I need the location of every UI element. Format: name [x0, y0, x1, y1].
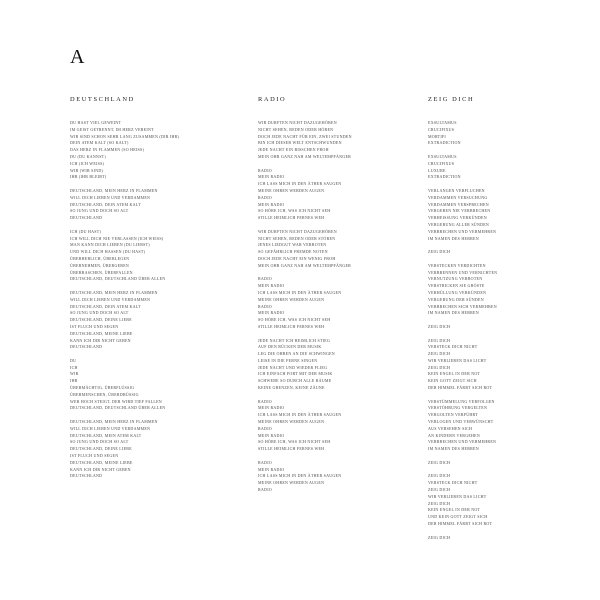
stanza — [428, 263, 568, 317]
lyric-line: LEISE IN DIE FERNE SINGEN — [258, 357, 318, 363]
lyric-line: DEUTSCHLAND — [70, 215, 103, 221]
lyric-line: RADIO — [258, 167, 272, 173]
lyric-line: WILL DICH LIEBEN UND VERDAMMEN — [70, 425, 151, 431]
lyric-line: ZEIG DICH — [428, 500, 451, 506]
lyric-line: RADIO — [258, 398, 272, 404]
lyric-line: WIR SIND SCHON SEHR LANG ZUSAMMEN (DIR IHR) — [70, 133, 180, 139]
lyric-line: MORTIFI — [428, 133, 446, 139]
lyric-line: MEIN RADIO — [258, 432, 285, 438]
stanza — [70, 120, 240, 181]
lyric-line: MEINE OHREN WERDEN AUGEN — [258, 296, 325, 302]
stanza — [258, 168, 408, 222]
lyric-line: VERBRECHEN SICH VERMEHREN — [428, 303, 497, 309]
lyric-line: DER HIMMEL FÄRBT SICH ROT — [428, 521, 493, 527]
stanza — [428, 399, 568, 453]
lyric-line: ZEIG DICH — [428, 351, 451, 357]
stanza — [258, 229, 408, 270]
lyric-line: ZEIG DICH — [428, 459, 451, 465]
lyric-line: WIR — [70, 371, 79, 377]
lyric-line: KEIN ENGEL IN DER NOT — [428, 371, 481, 377]
lyric-line: MEINE OHREN WERDEN AUGEN — [258, 419, 325, 425]
lyric-line: ZEIG DICH — [428, 323, 451, 329]
lyric-line: DU — [70, 357, 77, 363]
lyric-line: ICH EINFACH FORT MIT DER MUSIK — [258, 371, 333, 377]
stanza — [70, 358, 240, 412]
lyric-line: DEUTSCHLAND, DEINE LIEBE — [70, 446, 132, 452]
lyric-line: SO HÖRE ICH, WAS ICH NICHT SEH — [258, 317, 331, 323]
lyric-line: VERHÜLLUNG VERKÜNDEN — [428, 289, 487, 295]
lyric-line: RADIO — [258, 459, 272, 465]
lyric-line: CRUCIFIXUS — [428, 126, 455, 132]
lyric-line: KEIN ENGEL IN DER NOT — [428, 507, 481, 513]
stanza — [70, 229, 240, 283]
lyric-line: ÜBERHEBLICH, ÜBERLEGEN — [70, 255, 130, 261]
lyric-line: WILL DICH LIEBEN UND VERDAMMEN — [70, 296, 151, 302]
lyric-line: DOCH JEDE NACHT EIN WENIG FROH — [258, 255, 336, 261]
lyric-line: VERSTÖHRUNG VERGELTEN — [428, 405, 488, 411]
lyric-line: IST FLUCH UND SEGEN — [70, 453, 119, 459]
lyric-line: VERSTÜMMELUNG VERFOLGEN — [428, 398, 495, 404]
lyric-line: VERSTECK DICH NICHT — [428, 480, 478, 486]
lyric-line: IM NAMEN DES HERREN — [428, 310, 479, 316]
stanza — [258, 399, 408, 453]
lyric-line: DEUTSCHLAND, DEIN ATEM KALT — [70, 201, 141, 207]
lyric-line: DU (DU KANNST) — [70, 153, 106, 159]
lyric-line: SO HÖRE ICH, WAS ICH NICHT SEH — [258, 439, 331, 445]
lyric-line: MEINE OHREN WERDEN AUGEN — [258, 187, 325, 193]
lyric-line: AUS VERSEHEN SICH — [428, 425, 473, 431]
lyrics-zeig-dich — [428, 120, 568, 541]
lyric-line: STILLE HEIMLICH FERNES WEH — [258, 323, 325, 329]
stanza — [428, 120, 568, 147]
stanza — [258, 338, 408, 392]
stanza — [70, 188, 240, 222]
lyric-line: IM NAMEN DES HERREN — [428, 235, 479, 241]
lyric-line: ZEIG DICH — [428, 473, 451, 479]
lyric-line: JEDE NACHT EIN BISSCHEN FROH — [258, 147, 329, 153]
lyric-line: VERGEBUNG ALLER SÜNDEN — [428, 221, 490, 227]
lyric-line: RADIO — [258, 194, 272, 200]
lyric-line: VERDAMMEN VERSPRECHEN — [428, 201, 489, 207]
lyric-line: DEUTSCHLAND, DEINE LIEBE — [70, 317, 132, 323]
lyric-line: DEUTSCHLAND, DEUTSCHLAND ÜBER ALLEN — [70, 276, 166, 282]
lyric-line: AUF DEN RÜCKEN DER MUSIK — [258, 344, 322, 350]
lyric-line: KANN ICH DIR NICHT GEBEN — [70, 466, 131, 472]
lyric-line: ZEIG DICH — [428, 249, 451, 255]
lyric-line: SO JUNG UND DOCH SO ALT — [70, 208, 129, 214]
lyric-line: ICH WILL DICH NIE VERLASSEN (ICH WEISS) — [70, 235, 164, 241]
lyric-line: MEIN OHR GANZ NAH AM WELTEMPFÄNGER — [258, 153, 352, 159]
lyric-line: AN KINDERN VERGEHEN — [428, 432, 481, 438]
stanza — [428, 188, 568, 242]
lyric-line: CRUCIFIXUS — [428, 160, 455, 166]
lyric-line: DEUTSCHLAND — [70, 473, 103, 479]
lyric-line: ZEIG DICH — [428, 534, 451, 540]
lyric-line: JEDE NACHT ICH HEIMLICH STIEG — [258, 337, 331, 343]
lyric-line: VERSTECKEN VERDICHTEN — [428, 262, 486, 268]
lyric-line: JEDE NACHT UND WIEDER FLIEG — [258, 364, 328, 370]
stanza — [428, 249, 568, 256]
lyric-line: ICH (ICH WEISS) — [70, 160, 105, 166]
lyric-line: IM NAMEN DES HERREN — [428, 446, 479, 452]
lyric-line: DEUTSCHLAND, DEIN ATEM KALT — [70, 303, 141, 309]
section-title-radio: RADIO — [258, 96, 287, 103]
lyric-line: ÜBERMENSCHEN, ÜBERDRÜSSIG — [70, 391, 139, 397]
lyric-line: WIR VERLIEREN DAS LICHT — [428, 357, 487, 363]
lyric-line: STILLE HEIMLICH FERNES WEH — [258, 446, 325, 452]
stanza — [258, 276, 408, 330]
lyric-line: MEIN RADIO — [258, 466, 285, 472]
lyric-line: VERBRENNEN UND VERNICHTEN — [428, 269, 498, 275]
lyric-line: RADIO — [258, 425, 272, 431]
lyric-line: IM GEIST GETRENNT, IM HERZ VEREINT — [70, 126, 154, 132]
lyric-line: RADIO — [258, 487, 272, 493]
lyric-line: DEUTSCHLAND, MEIN HERZ IN FLAMMEN — [70, 187, 158, 193]
lyric-line: ICH — [70, 364, 78, 370]
column-deutschland — [70, 96, 240, 487]
lyric-line: STILLE HEIMLICH FERNES WEH — [258, 215, 325, 221]
lyric-line: VERLOGEN UND VERWÜNSCHT — [428, 419, 494, 425]
lyrics-deutschland — [70, 120, 240, 480]
lyric-line: EXTRADICTION — [428, 174, 461, 180]
lyric-line: EXSULTAMUS — [428, 120, 457, 125]
lyric-line: ICH LASS MICH IN DEN ÄTHER SAUGEN — [258, 412, 342, 418]
lyric-line: DEUTSCHLAND, MEIN HERZ IN FLAMMEN — [70, 289, 158, 295]
lyric-line: VERDAMMEN VERSUCHUNG — [428, 194, 488, 200]
stanza — [428, 324, 568, 331]
lyrics-radio — [258, 120, 408, 494]
lyric-line: ICH (DU HAST) — [70, 228, 102, 234]
lyric-line: WIR (WIR SIND) — [70, 167, 104, 173]
lyric-line: VERHEISSUNG VERKÜNDEN — [428, 215, 487, 221]
lyric-line: ZEIG DICH — [428, 487, 451, 493]
stanza — [70, 419, 240, 480]
lyric-line: ÜBERRASCHEN, ÜBERFALLEN — [70, 269, 133, 275]
lyric-line: DOCH JEDE NACHT FÜR EIN, ZWEI STUNDEN — [258, 133, 352, 139]
lyric-line: VERLANGEN VERFLUCHEN — [428, 187, 485, 193]
lyric-line: KANN ICH DIR NICHT GEBEN — [70, 337, 131, 343]
lyric-line: LEG DIE OHREN AN DIE SCHWINGEN — [258, 351, 335, 357]
lyric-line: DAS HERZ IN FLAMMEN (SO HEISS) — [70, 147, 145, 153]
lyric-line: DU HAST VIEL GEWEINT — [70, 120, 122, 125]
lyric-line: WIR DURFTEN NICHT DAZUGEHÖREN — [258, 120, 337, 125]
lyric-line: VERGOLTEN VERFÜHRT — [428, 412, 478, 418]
lyric-line: LUXURE — [428, 167, 446, 173]
stanza — [428, 535, 568, 542]
lyric-line: IHR — [70, 378, 78, 384]
stanza — [428, 473, 568, 527]
column-radio — [258, 96, 408, 501]
lyric-line: MEIN RADIO — [258, 283, 285, 289]
lyric-line: VERSTRICKEN SIE GRÖSTE — [428, 283, 485, 289]
lyric-line: DEUTSCHLAND, MEIN HERZ IN FLAMMEN — [70, 419, 158, 425]
lyric-line: SCHWEBE SO DURCH ALLE RÄUME — [258, 378, 332, 384]
lyric-line: VERGEBEN NIE VERBRECHEN — [428, 208, 491, 214]
lyric-line: WIR VERLIEREN DAS LICHT — [428, 493, 487, 499]
lyric-line: BIN ICH DIESER WELT ENTSCHWUNDEN — [258, 140, 342, 146]
stanza — [428, 154, 568, 181]
lyric-line: MEIN RADIO — [258, 201, 285, 207]
lyric-line: EXTRADICTION — [428, 140, 461, 146]
stanza — [428, 460, 568, 467]
lyric-line: MAN KANN DICH LIEBEN (DU LIEBST) — [70, 242, 150, 248]
lyric-line: RADIO — [258, 303, 272, 309]
lyric-line: KEIN GOTT ZEIGT SICH — [428, 378, 477, 384]
lyric-line: ICH LASS MICH IN DEN ÄTHER SAUGEN — [258, 473, 342, 479]
lyric-line: IHR (IHR BLEIBT) — [70, 174, 107, 180]
lyric-line: NICHT SEHEN, REDEN ODER STÖREN — [258, 235, 336, 241]
lyric-line: MEIN OHR GANZ NAH AM WELTEMPFÄNGER — [258, 262, 352, 268]
lyric-line: NICHT SEHEN, REDEN ODER HÖREN — [258, 126, 334, 132]
lyric-line: WER HOCH STEIGT, DER WIRD TIEF FALLEN — [70, 398, 162, 404]
lyric-line: WILL DICH LIEBEN UND VERDAMMEN — [70, 194, 151, 200]
lyric-line: ZEIG DICH — [428, 337, 451, 343]
lyric-line: ZEIG DICH — [428, 364, 451, 370]
lyric-line: ÜBERNEHMEN, ÜBERGEBEN — [70, 262, 130, 268]
stanza — [428, 338, 568, 392]
lyric-line: DEUTSCHLAND, MEINE LIEBE — [70, 459, 133, 465]
lyric-line: UND KEIN GOTT ZEIGT SICH — [428, 514, 488, 520]
stanza — [70, 290, 240, 351]
lyric-line: DEUTSCHLAND — [70, 344, 103, 350]
lyric-line: VERSTECK DICH NICHT — [428, 344, 478, 350]
lyric-line: VERNUTZUNG VERBOTEN — [428, 276, 483, 282]
lyric-line: VERGEBUNG DER SÜNDEN — [428, 296, 484, 302]
section-title-zeig-dich: ZEIG DICH — [428, 96, 475, 103]
lyric-line: VERBRECHEN UND VERMEHREN — [428, 228, 497, 234]
lyric-line: DEUTSCHLAND, MEINE LIEBE — [70, 330, 133, 336]
lyric-line: RADIO — [258, 276, 272, 282]
lyric-line: JENES LIEDGUT WAR VERBOTEN — [258, 242, 327, 248]
lyric-line: MEIN RADIO — [258, 310, 285, 316]
lyric-line: SO GEFÄHRLICH FREMDE NOTEN — [258, 249, 328, 255]
stanza — [258, 120, 408, 161]
lyric-line: MEIN RADIO — [258, 174, 285, 180]
page-letter: A — [70, 46, 85, 68]
lyric-line: VERBRECHEN UND VERMEHREN — [428, 439, 497, 445]
lyric-line: DEIN ATEM KALT (SO KALT) — [70, 140, 129, 146]
lyric-line: MEIN RADIO — [258, 405, 285, 411]
lyric-line: DEUTSCHLAND, MEIN ATEM KALT — [70, 432, 142, 438]
lyric-line: ICH LASS MICH IN DEN ÄTHER SAUGEN — [258, 289, 342, 295]
lyric-line: ÜBERMÄCHTIG, ÜBERFLÜSSIG — [70, 385, 135, 391]
lyric-line: SO HÖRE ICH, WAS ICH NICHT SEH — [258, 208, 331, 214]
lyric-line: ICH LASS MICH IN DEN ÄTHER SAUGEN — [258, 181, 342, 187]
lyric-line: SO JUNG UND DOCH SO ALT — [70, 439, 129, 445]
column-zeig-dich — [428, 96, 568, 548]
section-title-deutschland: DEUTSCHLAND — [70, 96, 135, 103]
lyric-line: DER HIMMEL FÄRBT SICH ROT — [428, 385, 493, 391]
lyric-line: DEUTSCHLAND, DEUTSCHLAND ÜBER ALLEN — [70, 405, 166, 411]
lyric-line: MEINE OHREN WERDEN AUGEN — [258, 480, 325, 486]
lyric-line: WIR DURFTEN NICHT DAZUGEHÖREN — [258, 228, 337, 234]
lyric-line: EXSULTAMUS — [428, 153, 457, 159]
stanza — [258, 460, 408, 494]
lyric-line: KEINE GRENZEN, KEINE ZÄUNE — [258, 385, 325, 391]
lyric-line: SO JUNG UND DOCH SO ALT — [70, 310, 129, 316]
lyric-line: UND WILL DICH HASSEN (DU HAST) — [70, 249, 146, 255]
lyric-line: IST FLUCH UND SEGEN — [70, 323, 119, 329]
